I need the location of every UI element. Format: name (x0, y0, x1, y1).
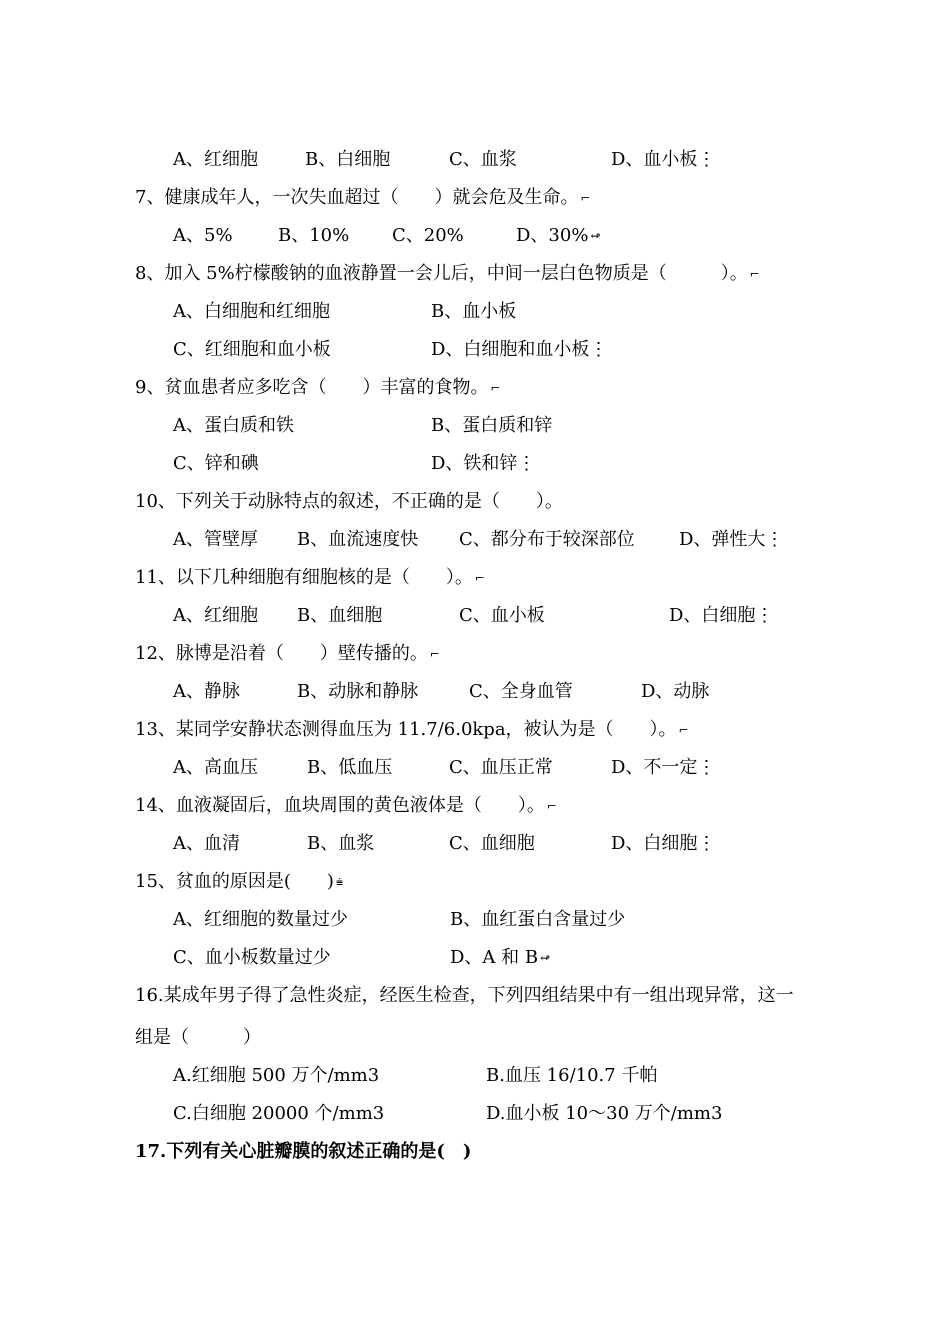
q15-stem-text: 15、贫血的原因是( ) (135, 871, 334, 892)
tail-mark-icon: ⋮ (765, 529, 784, 550)
q12-option-a: A、静脉 (173, 681, 240, 702)
q12-option-c: C、全身血管 (469, 681, 573, 702)
q16-option-b: B.血压 16/10.7 千帕 (486, 1065, 658, 1086)
q11-option-c: C、血小板 (459, 605, 545, 626)
q14-option-c: C、血细胞 (449, 833, 535, 854)
q16-option-a: A.红细胞 500 万个/mm3 (173, 1065, 380, 1086)
q6-option-d-text: D、血小板 (611, 149, 698, 170)
q9-option-c: C、锌和碘 (173, 453, 259, 474)
q13-option-c: C、血压正常 (449, 757, 553, 778)
tail-mark-icon: ⋮ (589, 339, 608, 360)
q6-option-b: B、白细胞 (305, 149, 391, 170)
q12-stem-text: 12、脉博是沿着（ ）壁传播的。 (135, 643, 428, 664)
q15-option-c: C、血小板数量过少 (173, 947, 331, 968)
q8-option-d (431, 338, 607, 362)
q8-option-c: C、红细胞和血小板 (173, 339, 331, 360)
q10-stem: 10、下列关于动脉特点的叙述，不正确的是（ ）。 (135, 491, 563, 512)
q6-option-c: C、血浆 (449, 149, 517, 170)
tail-mark-icon: ⋮ (755, 605, 774, 626)
q9-stem (135, 376, 501, 400)
q14-option-a: A、血清 (173, 833, 240, 854)
q13-stem-text: 13、某同学安静状态测得血压为 11.7/6.0kpa，被认为是（ ）。 (135, 719, 677, 740)
tail-mark-icon: ⋮ (697, 149, 716, 170)
q13-option-a: A、高血压 (173, 757, 258, 778)
q14-stem (135, 794, 557, 818)
q10-option-d-text: D、弹性大 (679, 529, 766, 550)
q16-stem-line2: 组是（ ） (135, 1027, 261, 1048)
q12-stem (135, 642, 440, 666)
q15-option-a: A、红细胞的数量过少 (173, 909, 348, 930)
q9-option-a: A、蛋白质和铁 (173, 415, 294, 436)
q8-option-b: B、血小板 (431, 301, 517, 322)
q13-option-d (611, 756, 715, 780)
q17-stem: 17.下列有关心脏瓣膜的叙述正确的是( ) (135, 1141, 472, 1162)
q15-stem (135, 870, 343, 894)
q14-option-d (611, 832, 715, 856)
q6-option-a: A、红细胞 (173, 149, 258, 170)
q8-option-d-text: D、白细胞和血小板 (431, 339, 590, 360)
squiggle-mark-icon: ↫ (540, 951, 551, 965)
q11-option-b: B、血细胞 (297, 605, 383, 626)
q15-option-d-text: D、A 和 B (450, 947, 539, 968)
paragraph-mark-icon: ⌐ (580, 191, 591, 205)
q16-option-d: D.血小板 10～30 万个/mm3 (486, 1103, 723, 1124)
q7-option-a: A、5% (173, 225, 233, 246)
q11-stem (135, 566, 485, 590)
q9-stem-text: 9、贫血患者应多吃含（ ）丰富的食物。 (135, 377, 489, 398)
paragraph-mark-icon: ⌐ (546, 799, 557, 813)
q8-stem (135, 262, 760, 286)
q16-option-c: C.白细胞 20000 个/mm3 (173, 1103, 385, 1124)
tail-mark-icon: ⋮ (697, 833, 716, 854)
q7-stem (135, 186, 591, 210)
q9-option-d (431, 452, 535, 476)
q14-option-b: B、血浆 (307, 833, 375, 854)
q7-option-b: B、10% (278, 225, 350, 246)
paragraph-mark-icon: ⌐ (429, 647, 440, 661)
q14-option-d-text: D、白细胞 (611, 833, 698, 854)
q8-option-a: A、白细胞和红细胞 (173, 301, 330, 322)
paragraph-mark-icon: ⌐ (490, 381, 501, 395)
equal-mark-icon: ⩧ (335, 875, 343, 889)
q9-option-b: B、蛋白质和锌 (431, 415, 553, 436)
q10-option-d (679, 528, 783, 552)
q15-option-d (450, 946, 550, 970)
q11-stem-text: 11、以下几种细胞有细胞核的是（ ）。 (135, 567, 473, 588)
squiggle-mark-icon: ↫ (590, 229, 601, 243)
q14-stem-text: 14、血液凝固后，血块周围的黄色液体是（ ）。 (135, 795, 545, 816)
q10-option-c: C、都分布于较深部位 (459, 529, 635, 550)
q16-stem-line1: 16.某成年男子得了急性炎症，经医生检查，下列四组结果中有一组出现异常，这一 (135, 985, 794, 1006)
q11-option-a: A、红细胞 (173, 605, 258, 626)
q6-option-d (611, 148, 715, 172)
q15-option-b: B、血红蛋白含量过少 (450, 909, 626, 930)
q7-option-d-text: D、30% (516, 225, 589, 246)
q13-option-d-text: D、不一定 (611, 757, 698, 778)
q10-option-b: B、血流速度快 (297, 529, 419, 550)
q11-option-d-text: D、白细胞 (669, 605, 756, 626)
q9-option-d-text: D、铁和锌 (431, 453, 518, 474)
paragraph-mark-icon: ⌐ (474, 571, 485, 585)
q12-option-b: B、动脉和静脉 (297, 681, 419, 702)
q13-option-b: B、低血压 (307, 757, 393, 778)
q12-option-d: D、动脉 (641, 681, 710, 702)
q7-option-d (516, 224, 601, 248)
q11-option-d (669, 604, 773, 628)
q13-stem (135, 718, 689, 742)
q10-option-a: A、管壁厚 (173, 529, 258, 550)
tail-mark-icon: ⋮ (697, 757, 716, 778)
paragraph-mark-icon: ⌐ (749, 267, 760, 281)
tail-mark-icon: ⋮ (517, 453, 536, 474)
paragraph-mark-icon: ⌐ (678, 723, 689, 737)
q8-stem-text: 8、加入 5%柠檬酸钠的血液静置一会儿后，中间一层白色物质是（ ）。 (135, 263, 748, 284)
q7-stem-text: 7、健康成年人，一次失血超过（ ）就会危及生命。 (135, 187, 579, 208)
q7-option-c: C、20% (392, 225, 464, 246)
